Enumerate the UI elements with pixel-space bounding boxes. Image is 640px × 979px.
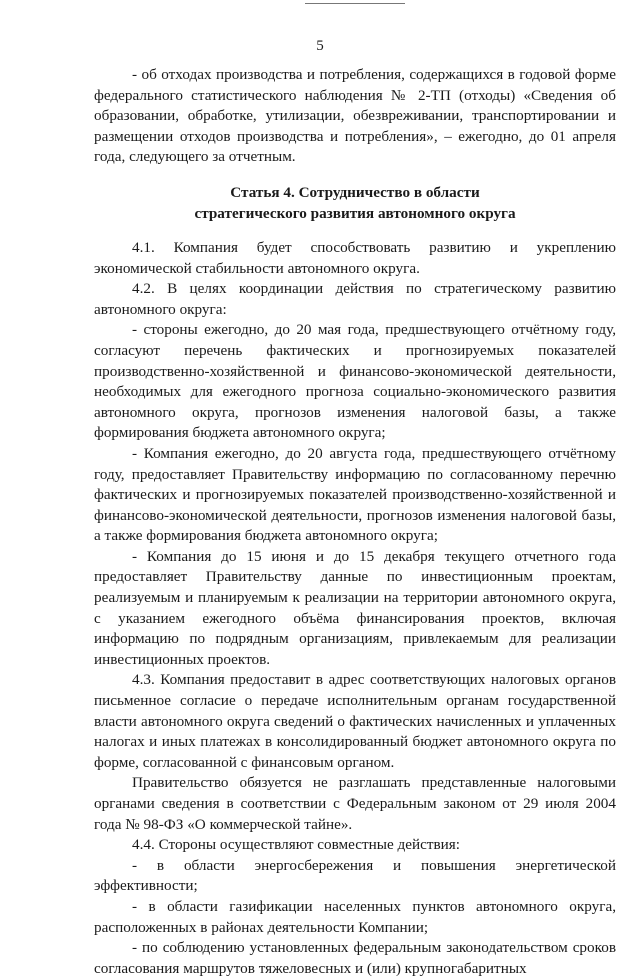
list-item-energy-saving: - в области энергосбережения и повышения энергетической эффективности; [94,856,616,895]
paragraph-4-4: 4.4. Стороны осуществляют совместные действия: [132,836,460,854]
article-title-line-1: Статья 4. Сотрудничество в области [230,183,480,201]
article-title-line-2: стратегического развития автономного округа [194,204,516,222]
paragraph-4-2: 4.2. В целях координации действия по стратегическому развитию автономного округа: [94,280,616,318]
document-body [94,65,616,979]
paragraph-confidentiality: Правительство обязуется не разглашать представленные налоговыми органами сведения в соответствии с Федеральным законом от 29 июля 2004 года № 98-ФЗ «О коммерческой тайне». [94,774,616,833]
list-item-investment-projects: - Компания до 15 июня и до 15 декабря текущего отчетного года предоставляет Правительству данные по инвестиционным проектам, реализуемым и планируемым к реализации на территории автономного округа, с указанием ежегодного объёма финансирования проектов, включая информацию по подрядным организациям, привлекаемым для реализации инвестиционных проектов. [94,547,616,668]
intro-paragraph: - об отходах производства и потребления, содержащихся в годовой форме федерального статистического наблюдения № 2-ТП (отходы) «Сведения об образовании, обработке, утилизации, обезвреживании, транспортировании и размещении отходов производства и потребления», – ежегодно, до 01 апреля года, следующего за отчетным. [94,66,616,166]
list-item-routes-approval: - по соблюдению установленных федеральным законодательством сроков согласования маршрутов тяжеловесных и (или) крупногабаритных [94,939,616,977]
paragraph-4-1: 4.1. Компания будет способствовать развитию и укреплению экономической стабильности автономного округа. [94,238,616,277]
page-number: 5 [316,38,324,54]
top-edge-line [305,3,405,4]
article-heading [94,182,616,224]
list-item-provide-information: - Компания ежегодно, до 20 августа года, предшествующего отчётному году, предоставляет Правительству информацию по согласованному перечню фактических и прогнозируемых показателей производственно-хозяйственной и финансово-экономической деятельности, прогнозов изменения налоговой базы, а также формирования бюджета автономного округа; [94,444,616,545]
paragraph-4-3: 4.3. Компания предоставит в адрес соответствующих налоговых органов письменное согласие о передаче исполнительным органам государственной власти автономного округа сведений о фактических начисленных и уплаченных налогах и иных платежах в консолидированный бюджет автономного округа по форме, согласованной с финансовым органом. [94,671,616,771]
list-item-agree-indicators: - стороны ежегодно, до 20 мая года, предшествующего отчётному году, согласуют перечень фактических и прогнозируемых показателей производственно-хозяйственной и финансово-экономической деятельности, необходимых для ежегодного прогноза социально-экономического развития автономного округа, прогнозов изменения налоговой базы, а также формирования бюджета автономного округа; [94,321,616,442]
list-item-gasification: - в области газификации населенных пунктов автономного округа, расположенных в районах деятельности Компании; [94,897,616,936]
